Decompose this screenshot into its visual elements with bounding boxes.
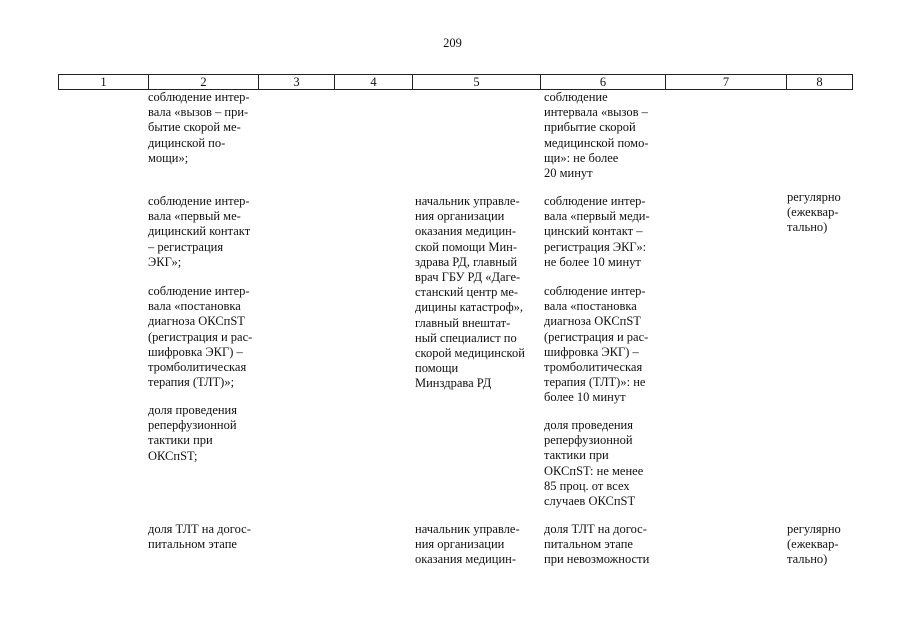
table-cell-indicator: соблюдение интер- вала «первый ме- дицинский контакт – регистрация ЭКГ»;	[148, 194, 251, 269]
table-cell-target-value: соблюдение интер- вала «первый меди- цинский контакт – регистрация ЭКГ»: не более 10 минут	[544, 194, 650, 269]
table-cell-responsible: начальник управле- ния организации оказания медицин-	[415, 522, 520, 567]
column-header-8: 8	[787, 75, 853, 90]
column-header-2: 2	[149, 75, 259, 90]
table-cell-indicator: доля проведения реперфузионной тактики при ОКСпST;	[148, 403, 237, 463]
table-cell-target-value: соблюдение интервала «вызов – прибытие скорой медицинской помо- щи»: не более 20 минут	[544, 90, 649, 181]
column-header-4: 4	[335, 75, 413, 90]
table-cell-indicator: доля ТЛТ на догос- питальном этапе	[148, 522, 251, 552]
column-header-6: 6	[541, 75, 666, 90]
column-header-5: 5	[413, 75, 541, 90]
column-header-7: 7	[666, 75, 787, 90]
table-cell-target-value: доля проведения реперфузионной тактики при ОКСпST: не менее 85 проц. от всех случаев ОКСпST	[544, 418, 644, 509]
table-cell-indicator: соблюдение интер- вала «вызов – при- бытие скорой ме- дицинской по- мощи»;	[148, 90, 250, 165]
table-header	[58, 74, 853, 90]
table-cell-frequency: регулярно (ежеквар- тально)	[787, 190, 841, 235]
column-header-1: 1	[59, 75, 149, 90]
table-cell-indicator: соблюдение интер- вала «постановка диагноза ОКСпST (регистрация и рас- шифровка ЭКГ) – тромболитическая терапия (ТЛТ)»;	[148, 284, 253, 390]
column-header-3: 3	[259, 75, 335, 90]
table-cell-responsible: начальник управле- ния организации оказания медицин- ской помощи Мин- здрава РД, главный врач ГБУ РД «Даге- станский центр ме- дицины катастроф», главный внештат- ный специалист по скорой медицинской помощи Минздрава РД	[415, 194, 525, 391]
page-number: 209	[443, 36, 462, 50]
table-cell-frequency: регулярно (ежеквар- тально)	[787, 522, 841, 567]
table-cell-target-value: соблюдение интер- вала «постановка диагноза ОКСпST (регистрация и рас- шифровка ЭКГ) – тромболитическая терапия (ТЛТ)»: не более 10 минут	[544, 284, 649, 405]
table-cell-target-value: доля ТЛТ на догос- питальном этапе при невозможности	[544, 522, 650, 567]
